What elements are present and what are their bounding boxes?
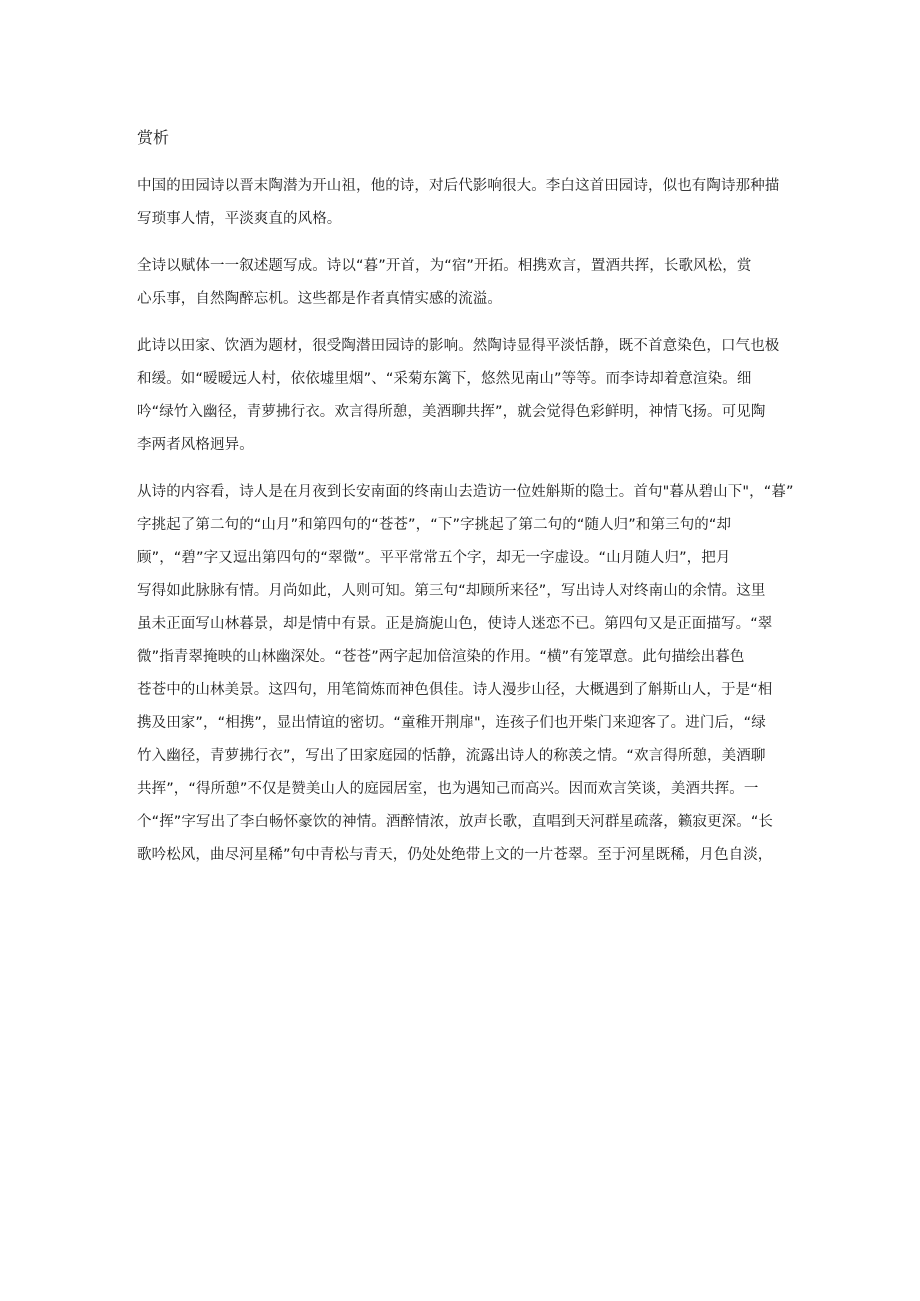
paragraph-line: 顾”，“碧”字又逗出第四句的“翠微”。平平常常五个字，却无一字虚设。“山月随人归”，把月: [137, 550, 731, 566]
paragraph-4: [137, 476, 794, 872]
paragraph-1: [137, 170, 785, 236]
paragraph-line: 共挥”，“得所憩”不仅是赞美山人的庭园居室，也为遇知己而高兴。因而欢言笑谈，美酒共挥。一: [137, 781, 759, 797]
paragraph-line: 从诗的内容看，诗人是在月夜到长安南面的终南山去造访一位姓斛斯的隐士。首句"暮从碧山下"，“暮”: [137, 484, 794, 500]
paragraph-line: 微”指青翠掩映的山林幽深处。“苍苍”两字起加倍渲染的作用。“横”有笼罩意。此句描绘出暮色: [137, 649, 745, 665]
paragraph-3: [137, 330, 785, 462]
paragraph-line: 中国的田园诗以晋末陶潜为开山祖，他的诗，对后代影响很大。李白这首田园诗，似也有陶诗那种描: [137, 178, 780, 194]
paragraph-line: 此诗以田家、饮酒为题材，很受陶潜田园诗的影响。然陶诗显得平淡恬静，既不首意染色，口气也极: [137, 338, 780, 354]
paragraph-line: 携及田家”，“相携”，显出情谊的密切。“童稚开荆扉"，连孩子们也开柴门来迎客了。进门后，“绿: [137, 715, 766, 731]
paragraph-line: 个“挥”字写出了李白畅怀豪饮的神情。酒醉情浓，放声长歌，直唱到天河群星疏落，籁寂更深。“长: [137, 814, 774, 830]
paragraph-line: 苍苍中的山林美景。这四句，用笔简炼而神色俱佳。诗人漫步山径，大概遇到了斛斯山人，于是“相: [137, 682, 773, 698]
paragraph-line: 字挑起了第二句的“山月”和第四句的“苍苍”，“下”字挑起了第二句的“随人归”和第三句的“却: [137, 517, 732, 533]
paragraph-line: 吟“绿竹入幽径，青萝拂行衣。欢言得所憩，美酒聊共挥”，就会觉得色彩鲜明，神情飞扬。可见陶: [137, 404, 766, 420]
paragraph-line: 虽未正面写山林暮景，却是情中有景。正是旖旎山色，使诗人迷恋不已。第四句又是正面描写。“翠: [137, 616, 773, 632]
paragraph-line: 心乐事，自然陶醉忘机。这些都是作者真情实感的流溢。: [137, 291, 502, 307]
paragraph-line: 全诗以赋体一一叙述题写成。诗以“暮”开首，为“宿”开拓。相携欢言，置酒共挥，长歌风松，赏: [137, 258, 752, 274]
paragraph-line: 歌吟松风，曲尽河星稀”句中青松与青天，仍处处绝带上文的一片苍翠。至于河星既稀，月色自淡，: [137, 847, 773, 863]
paragraph-line: 写琐事人情，平淡爽直的风格。: [137, 211, 342, 227]
paragraph-line: 竹入幽径，青萝拂行衣”，写出了田家庭园的恬静，流露出诗人的称羡之情。“欢言得所憩，美酒聊: [137, 748, 766, 764]
paragraph-line: 李两者风格迥异。: [137, 437, 254, 453]
document-page: [137, 124, 794, 886]
paragraph-2: [137, 250, 785, 316]
paragraph-line: 和缓。如“暧暧远人村，依依墟里烟”、“采菊东篱下，悠然见南山”等等。而李诗却着意渲染。细: [137, 371, 752, 387]
section-heading: 赏析: [137, 128, 170, 147]
paragraph-line: 写得如此脉脉有情。月尚如此，人则可知。第三句“却顾所来径”，写出诗人对终南山的余情。这里: [137, 583, 766, 599]
